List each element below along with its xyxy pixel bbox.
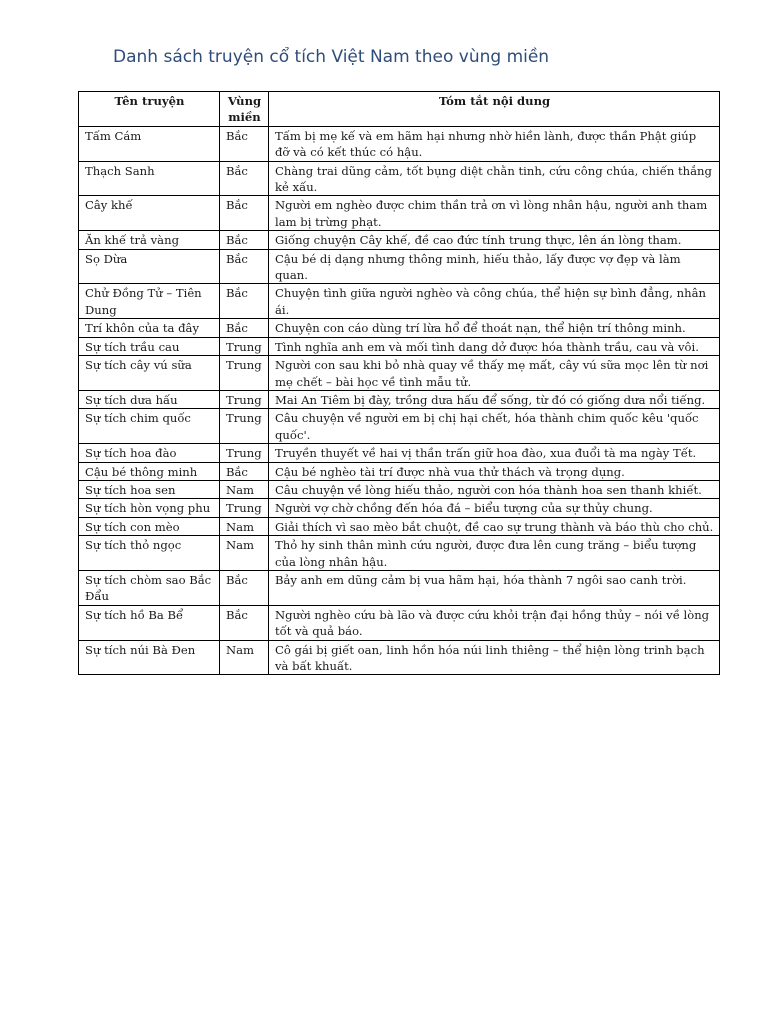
table-row — [79, 249, 720, 284]
summary-cell: Bảy anh em dũng cảm bị vua hãm hại, hóa thành 7 ngôi sao canh trời. — [269, 570, 720, 605]
document-title: Danh sách truyện cổ tích Việt Nam theo vùng miền — [113, 47, 550, 67]
region-cell: Trung — [220, 409, 269, 444]
summary-cell: Chàng trai dũng cảm, tốt bụng diệt chằn tinh, cứu công chúa, chiến thắng kẻ xấu. — [269, 161, 720, 196]
summary-cell: Người vợ chờ chồng đến hóa đá – biểu tượng của sự thủy chung. — [269, 499, 720, 517]
summary-cell: Cậu bé dị dạng nhưng thông minh, hiếu thảo, lấy được vợ đẹp và làm quan. — [269, 249, 720, 284]
story-name-cell: Sự tích cây vú sữa — [79, 356, 220, 391]
story-name-cell: Sự tích dưa hấu — [79, 390, 220, 408]
summary-cell: Truyền thuyết về hai vị thần trấn giữ hoa đào, xua đuổi tà ma ngày Tết. — [269, 444, 720, 462]
story-name-cell: Sự tích hồ Ba Bể — [79, 605, 220, 640]
story-name-cell: Sự tích hòn vọng phu — [79, 499, 220, 517]
summary-cell: Chuyện tình giữa người nghèo và công chúa, thể hiện sự bình đẳng, nhân ái. — [269, 284, 720, 319]
header-story-name: Tên truyện — [79, 92, 220, 127]
table-row — [79, 640, 720, 675]
table-row — [79, 284, 720, 319]
summary-cell: Câu chuyện về người em bị chị hại chết, hóa thành chim quốc kêu 'quốc quốc'. — [269, 409, 720, 444]
story-name-cell: Sự tích chòm sao Bắc Đẩu — [79, 570, 220, 605]
header-summary: Tóm tắt nội dung — [269, 92, 720, 127]
summary-cell: Cậu bé nghèo tài trí được nhà vua thử thách và trọng dụng. — [269, 462, 720, 480]
story-name-cell: Sự tích núi Bà Đen — [79, 640, 220, 675]
table-row — [79, 126, 720, 161]
summary-cell: Tình nghĩa anh em và mối tình dang dở được hóa thành trầu, cau và vôi. — [269, 337, 720, 355]
story-name-cell: Cây khế — [79, 196, 220, 231]
region-cell: Trung — [220, 499, 269, 517]
table-row — [79, 480, 720, 498]
region-cell: Nam — [220, 640, 269, 675]
table-row — [79, 462, 720, 480]
region-cell: Trung — [220, 444, 269, 462]
summary-cell: Người con sau khi bỏ nhà quay về thấy mẹ mất, cây vú sữa mọc lên từ nơi mẹ chết – bài học về tình mẫu tử. — [269, 356, 720, 391]
summary-cell: Giống chuyện Cây khế, đề cao đức tính trung thực, lên án lòng tham. — [269, 231, 720, 249]
table-header-row — [79, 92, 720, 127]
table-row — [79, 536, 720, 571]
table-row — [79, 390, 720, 408]
table-row — [79, 231, 720, 249]
story-name-cell: Tấm Cám — [79, 126, 220, 161]
table-row — [79, 444, 720, 462]
story-name-cell: Thạch Sanh — [79, 161, 220, 196]
story-name-cell: Sọ Dừa — [79, 249, 220, 284]
region-cell: Trung — [220, 390, 269, 408]
region-cell: Bắc — [220, 161, 269, 196]
story-name-cell: Sự tích hoa sen — [79, 480, 220, 498]
table-row — [79, 337, 720, 355]
story-name-cell: Sự tích chim quốc — [79, 409, 220, 444]
region-cell: Nam — [220, 480, 269, 498]
region-cell: Trung — [220, 356, 269, 391]
table-row — [79, 605, 720, 640]
table-row — [79, 356, 720, 391]
story-name-cell: Sự tích hoa đào — [79, 444, 220, 462]
story-name-cell: Ăn khế trả vàng — [79, 231, 220, 249]
region-cell: Bắc — [220, 249, 269, 284]
table-body — [79, 126, 720, 675]
summary-cell: Mai An Tiêm bị đày, trồng dưa hấu để sống, từ đó có giống dưa nổi tiếng. — [269, 390, 720, 408]
region-cell: Bắc — [220, 284, 269, 319]
region-cell: Bắc — [220, 196, 269, 231]
summary-cell: Người nghèo cứu bà lão và được cứu khỏi trận đại hồng thủy – nói về lòng tốt và quả báo. — [269, 605, 720, 640]
region-cell: Bắc — [220, 570, 269, 605]
summary-cell: Chuyện con cáo dùng trí lừa hổ để thoát nạn, thể hiện trí thông minh. — [269, 319, 720, 337]
story-name-cell: Sự tích trầu cau — [79, 337, 220, 355]
summary-cell: Câu chuyện về lòng hiếu thảo, người con hóa thành hoa sen thanh khiết. — [269, 480, 720, 498]
region-cell: Bắc — [220, 231, 269, 249]
summary-cell: Cô gái bị giết oan, linh hồn hóa núi linh thiêng – thể hiện lòng trinh bạch và bất khuất. — [269, 640, 720, 675]
story-name-cell: Sự tích thỏ ngọc — [79, 536, 220, 571]
story-name-cell: Cậu bé thông minh — [79, 462, 220, 480]
region-cell: Nam — [220, 517, 269, 535]
region-cell: Nam — [220, 536, 269, 571]
header-region: Vùng miền — [220, 92, 269, 127]
summary-cell: Người em nghèo được chim thần trả ơn vì lòng nhân hậu, người anh tham lam bị trừng phạt. — [269, 196, 720, 231]
story-name-cell: Sự tích con mèo — [79, 517, 220, 535]
table-row — [79, 196, 720, 231]
table-row — [79, 161, 720, 196]
table-row — [79, 570, 720, 605]
story-name-cell: Chử Đồng Tử – Tiên Dung — [79, 284, 220, 319]
table-row — [79, 319, 720, 337]
summary-cell: Thỏ hy sinh thân mình cứu người, được đưa lên cung trăng – biểu tượng của lòng nhân hậu. — [269, 536, 720, 571]
region-cell: Bắc — [220, 605, 269, 640]
summary-cell: Giải thích vì sao mèo bắt chuột, đề cao sự trung thành và báo thù cho chủ. — [269, 517, 720, 535]
region-cell: Trung — [220, 337, 269, 355]
region-cell: Bắc — [220, 319, 269, 337]
summary-cell: Tấm bị mẹ kế và em hãm hại nhưng nhờ hiền lành, được thần Phật giúp đỡ và có kết thúc có hậu. — [269, 126, 720, 161]
story-table — [78, 91, 720, 675]
region-cell: Bắc — [220, 462, 269, 480]
region-cell: Bắc — [220, 126, 269, 161]
table-row — [79, 517, 720, 535]
table-row — [79, 409, 720, 444]
table-row — [79, 499, 720, 517]
story-name-cell: Trí khôn của ta đây — [79, 319, 220, 337]
